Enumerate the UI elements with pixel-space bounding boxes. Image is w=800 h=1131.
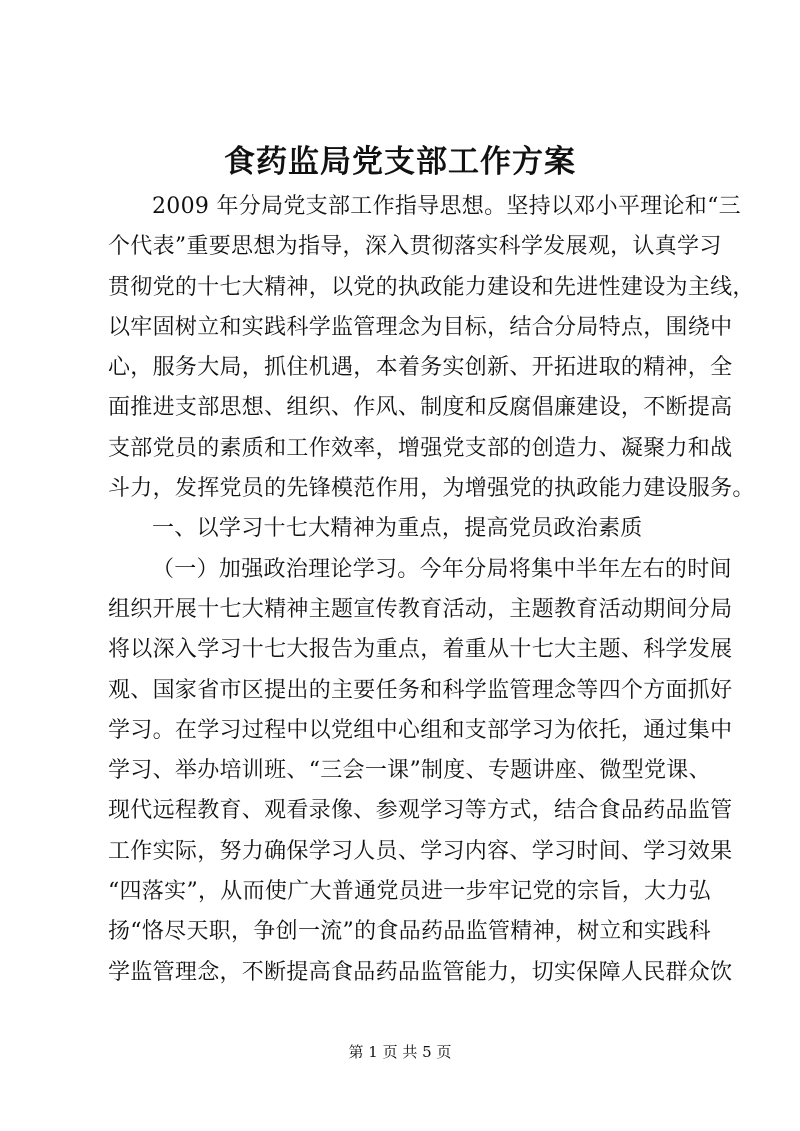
body-line: 将以深入学习十七大报告为重点，着重从十七大主题、科学发展 bbox=[108, 637, 733, 663]
body-line: 观、国家省市区提出的主要任务和科学监管理念等四个方面抓好 bbox=[108, 677, 733, 703]
body-line: 现代远程教育、观看录像、参观学习等方式，结合食品药品监管 bbox=[108, 798, 733, 824]
page-footer: 第 1 页 共 5 页 bbox=[348, 1043, 452, 1061]
document-title: 食药监局党支部工作方案 bbox=[224, 144, 576, 180]
body-line: 学习。在学习过程中以党组中心组和支部学习为依托，通过集中 bbox=[108, 717, 733, 743]
body-line: 2009 年分局党支部工作指导思想。坚持以邓小平理论和“三 bbox=[152, 194, 741, 219]
body-line: 个代表”重要思想为指导，深入贯彻落实科学发展观，认真学习 bbox=[108, 234, 722, 260]
body-line: 扬“恪尽天职，争创一流”的食品药品监管精神，树立和实践科 bbox=[108, 919, 711, 945]
body-line: 心，服务大局，抓住机遇，本着务实创新、开拓进取的精神，全 bbox=[108, 355, 733, 381]
body-line: 学监管理念，不断提高食品药品监管能力，切实保障人民群众饮 bbox=[108, 959, 733, 985]
body-line: 面推进支部思想、组织、作风、制度和反腐倡廉建设，不断提高 bbox=[108, 395, 733, 421]
body-line: 学习、举办培训班、“三会一课”制度、专题讲座、微型党课、 bbox=[108, 758, 711, 784]
section-heading: 一、以学习十七大精神为重点，提高党员政治素质 bbox=[152, 516, 643, 542]
body-line: 斗力，发挥党员的先锋模范作用，为增强党的执政能力建设服务。 bbox=[108, 476, 755, 502]
body-line: 支部党员的素质和工作效率，增强党支部的创造力、凝聚力和战 bbox=[108, 435, 733, 461]
body-line: 贯彻党的十七大精神，以党的执政能力建设和先进性建设为主线， bbox=[108, 274, 755, 300]
body-line: （一）加强政治理论学习。今年分局将集中半年左右的时间 bbox=[152, 556, 732, 582]
body-line: 工作实际，努力确保学习人员、学习内容、学习时间、学习效果 bbox=[108, 838, 733, 864]
body-line: “四落实”，从而使广大普通党员进一步牢记党的宗旨，大力弘 bbox=[108, 879, 711, 905]
document-body bbox=[108, 187, 755, 993]
body-line: 以牢固树立和实践科学监管理念为目标，结合分局特点，围绕中 bbox=[108, 314, 733, 340]
body-line: 组织开展十七大精神主题宣传教育活动，主题教育活动期间分局 bbox=[108, 596, 733, 622]
